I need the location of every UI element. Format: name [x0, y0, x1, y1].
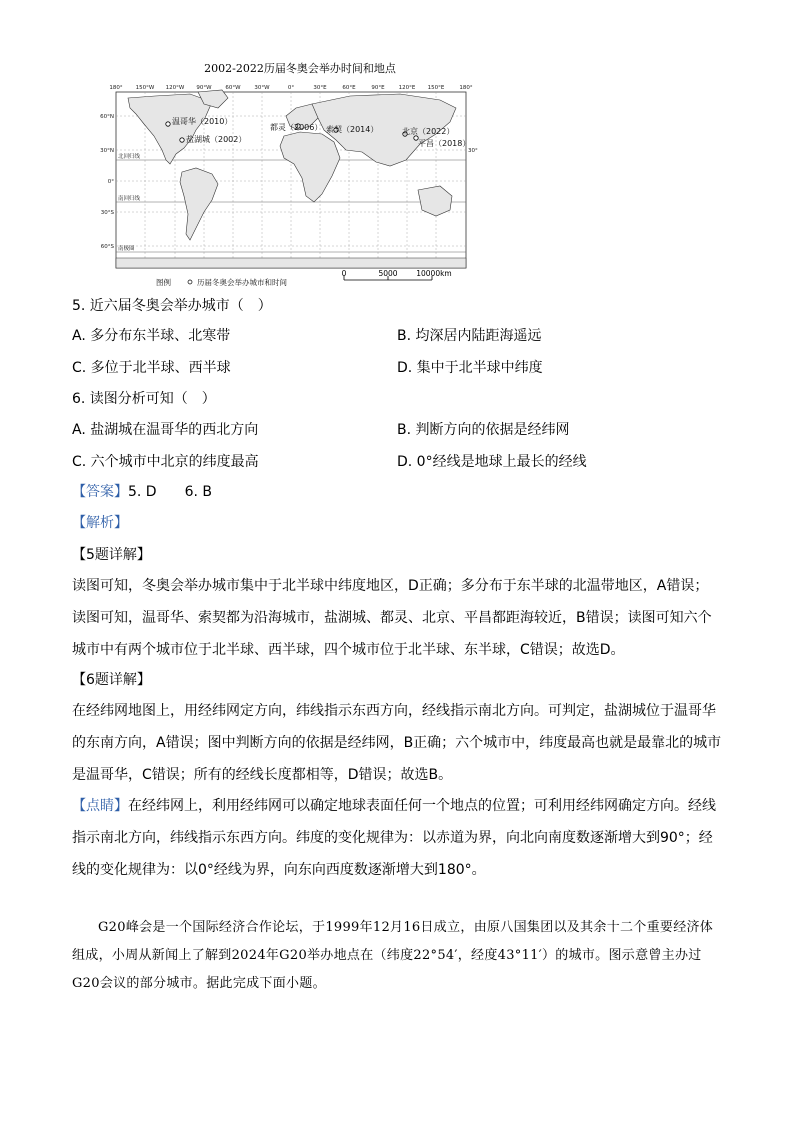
city-label-salt-lake: 盐湖城（2002）	[186, 135, 247, 144]
q6-option-c: C. 六个城市中北京的纬度最高	[72, 454, 259, 470]
tip-label: 【点睛】	[72, 798, 128, 814]
detail6-text: 在经纬网地图上，用经纬网定方向，纬线指示东西方向，经线指示南北方向。可判定，盐湖城位于温哥华的东南方向，A错误；图中判断方向的依据是经纬网，B正确；六个城市中，纬度最高也就是最靠北的城市是温哥华，C错误；所有的经线长度都相等，D错误；故选B。	[72, 703, 722, 783]
lon-label: 120°W	[165, 85, 185, 91]
tropic-south-label: 南回归线	[118, 196, 141, 202]
detail5-label: 【5题详解】	[72, 547, 151, 563]
analysis-label: 【解析】	[72, 515, 128, 531]
city-marker-vancouver	[166, 122, 170, 126]
lat-label: 30°S	[100, 210, 114, 216]
lon-label: 150°E	[427, 85, 445, 91]
legend-marker	[188, 280, 192, 284]
figure-title: 2002-2022历届冬奥会举办时间和地点	[204, 62, 396, 75]
antarctic-circle-label: 南极圈	[118, 246, 135, 252]
scale-zero: 0	[341, 269, 347, 278]
world-map	[100, 78, 480, 290]
lat-label: 60°S	[100, 244, 114, 250]
city-label-sochi: 索契（2014）	[326, 125, 379, 134]
lon-label: 90°E	[371, 85, 385, 91]
lon-label: 180°	[459, 85, 473, 91]
q6-stem: 6. 读图分析可知（ ）	[72, 391, 216, 407]
scale-bar	[342, 269, 452, 280]
lat-label: 30°N	[100, 148, 114, 154]
lat-label: 0°	[107, 179, 114, 185]
lat-label: 60°N	[100, 114, 114, 120]
city-label-turin: 都灵（2006）	[270, 123, 323, 132]
lon-label: 0°	[287, 85, 295, 91]
scale-mid: 5000	[378, 269, 398, 278]
lon-label: 60°E	[342, 85, 356, 91]
lat30-right-label: 30°	[468, 148, 478, 154]
legend-text: 历届冬奥会举办城市和时间	[197, 278, 287, 287]
q5-option-b: B. 均深居内陆距海遥远	[397, 328, 542, 344]
city-label-vancouver: 温哥华（2010）	[172, 117, 233, 126]
city-label-beijing: 北京（2022）	[402, 127, 455, 136]
scale-end: 10000km	[416, 269, 452, 278]
q5-stem: 5. 近六届冬奥会举办城市（ ）	[72, 298, 272, 314]
q5-option-d: D. 集中于北半球中纬度	[397, 360, 543, 376]
lon-label: 150°W	[135, 85, 155, 91]
tip-text: 在经纬网上，利用经纬网可以确定地球表面任何一个地点的位置；可利用经纬网确定方向。经线指示南北方向，纬线指示东西方向。纬度的变化规律为：以赤道为界，向北向南度数逐渐增大到90°；经线的变化规律为：以0°经线为界，向东向西度数逐渐增大到180°。	[72, 798, 716, 878]
tip-block	[72, 790, 722, 886]
answer-text: 5. D 6. B	[128, 484, 212, 500]
answer-line	[72, 482, 212, 502]
q5-option-c: C. 多位于北半球、西半球	[72, 360, 231, 376]
lon-label: 60°W	[225, 85, 241, 91]
city-marker-salt-lake	[180, 138, 184, 142]
q6-option-d: D. 0°经线是地球上最长的经线	[397, 454, 587, 470]
lon-label: 30°W	[254, 85, 270, 91]
answer-label: 【答案】	[72, 484, 128, 500]
detail6-label: 【6题详解】	[72, 672, 151, 688]
q6-option-a: A. 盐湖城在温哥华的西北方向	[72, 422, 259, 438]
g20-passage: G20峰会是一个国际经济合作论坛，于1999年12月16日成立，由原八国集团以及其余十二个重要经济体组成，小周从新闻上了解到2024年G20举办地点在（纬度22°54′，经度43°11′）的城市。图示意曾主办过G20会议的部分城市。据此完成下面小题。	[72, 920, 714, 991]
lon-label: 90°W	[196, 85, 212, 91]
q6-option-b: B. 判断方向的依据是经纬网	[397, 422, 570, 438]
tropic-north-label: 北回归线	[118, 154, 141, 160]
lon-label: 120°E	[398, 85, 416, 91]
detail5-text: 读图可知，冬奥会举办城市集中于北半球中纬度地区，D正确；多分布于东半球的北温带地区，A错误；读图可知，温哥华、索契都为沿海城市，盐湖城、都灵、北京、平昌都距海较近，B错误；读图可知六个城市中有两个城市位于北半球、西半球，四个城市位于北半球、东半球，C错误；故选D。	[72, 578, 712, 658]
lon-label: 30°E	[313, 85, 327, 91]
lon-label: 180°	[109, 85, 123, 91]
q5-option-a: A. 多分布东半球、北寒带	[72, 328, 231, 344]
legend-title: 图例	[156, 278, 171, 287]
city-label-pyeongchang: 平昌（2018）	[418, 139, 471, 148]
